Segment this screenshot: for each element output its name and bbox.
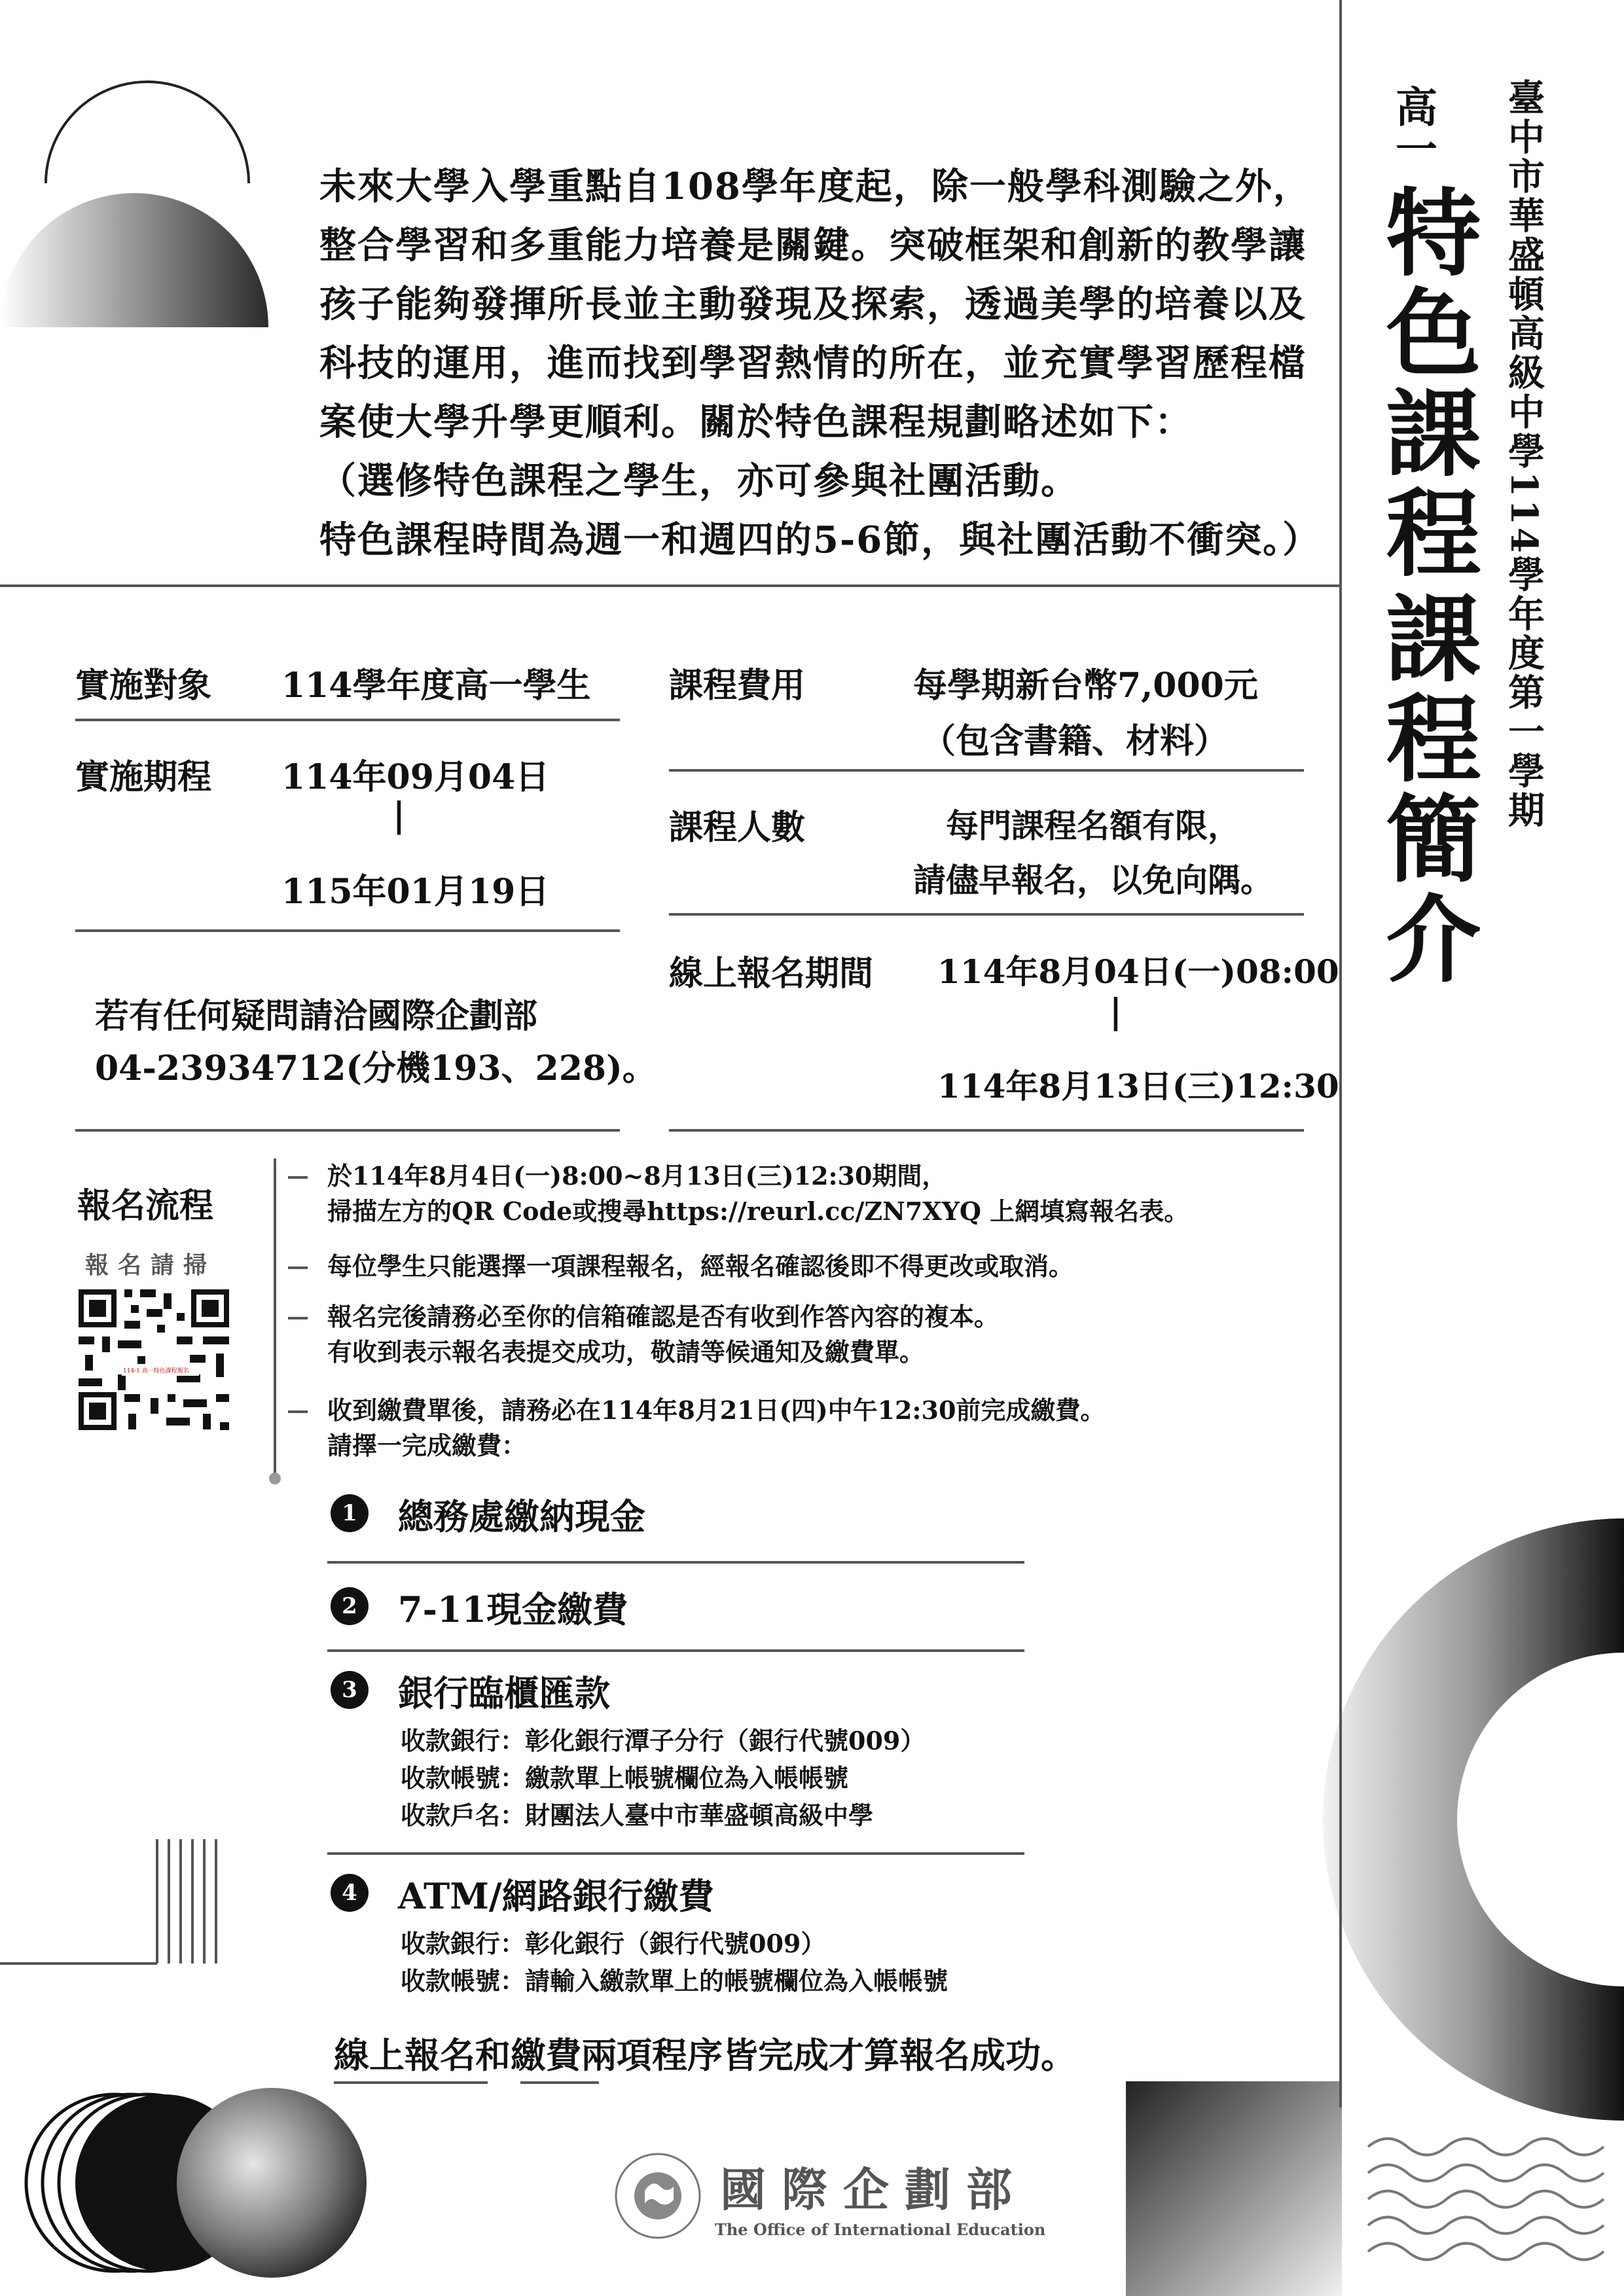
option-number-badge: 2 bbox=[331, 1587, 369, 1625]
timeline-tick bbox=[288, 1176, 308, 1179]
intro-line: 案使大學升學更順利。關於特色課程規劃略述如下： bbox=[319, 401, 1193, 444]
intro-line: 科技的運用，進而找到學習熱情的所在，並充實學習歷程檔 bbox=[319, 342, 1307, 385]
divider bbox=[75, 929, 620, 932]
bank-detail: 收款戶名：財團法人臺中市華盛頓高級中學 bbox=[401, 1801, 874, 1830]
step-line: 每位學生只能選擇一項課程報名，經報名確認後即不得更改或取消。 bbox=[327, 1251, 1074, 1281]
payment-option-711: 7-11現金繳費 bbox=[398, 1588, 628, 1630]
intro-line: 未來大學入學重點自108學年度起，除一般學科測驗之外， bbox=[319, 165, 1311, 208]
timeline-end-dot bbox=[269, 1473, 281, 1484]
quota-label: 課程人數 bbox=[669, 808, 806, 848]
period-label: 實施期程 bbox=[75, 757, 212, 797]
page-subtitle: 課程簡介 bbox=[1370, 589, 1481, 990]
dept-seal-icon bbox=[612, 2150, 704, 2242]
divider bbox=[75, 719, 620, 721]
signup-separator: | bbox=[1110, 992, 1122, 1031]
fee-value: 每學期新台幣7,000元 bbox=[913, 666, 1258, 706]
intro-line: 孩子能夠發揮所長並主動發現及探索，透過美學的培養以及 bbox=[319, 283, 1307, 326]
bank-detail: 收款帳號：繳款單上帳號欄位為入帳帳號 bbox=[401, 1763, 849, 1793]
gradient-ring bbox=[1323, 1518, 1624, 2121]
process-timeline bbox=[274, 1158, 276, 1479]
payment-option-cash: 總務處繳納現金 bbox=[398, 1496, 645, 1537]
dept-name: 國際企劃部 bbox=[720, 2162, 1028, 2217]
quota-line: 請儘早報名，以免向隅。 bbox=[913, 861, 1273, 899]
step-line: 掃描左方的QR Code或搜尋https://reurl.cc/ZN7XYQ 上網填寫報名表。 bbox=[327, 1196, 1189, 1226]
process-step-4 bbox=[327, 1393, 1105, 1463]
stacked-discs bbox=[26, 2088, 367, 2278]
option-number-badge: 1 bbox=[331, 1494, 369, 1532]
divider bbox=[327, 1561, 1024, 1564]
final-note: 線上報名和繳費兩項程序皆完成才算報名成功。 bbox=[334, 2034, 1076, 2076]
target-label: 實施對象 bbox=[75, 666, 212, 706]
payment-option-atm: ATM/網路銀行繳費 bbox=[398, 1875, 714, 1917]
timeline-tick bbox=[288, 1410, 308, 1413]
stripe-lines bbox=[0, 1839, 216, 1964]
signup-start: 114年8月04日(一)08:00 bbox=[937, 952, 1339, 991]
contact-line: 若有任何疑問請洽國際企劃部 bbox=[95, 996, 538, 1036]
qr-code[interactable] bbox=[79, 1289, 229, 1430]
option-number-badge: 4 bbox=[331, 1874, 369, 1912]
divider bbox=[669, 1129, 1304, 1132]
timeline-tick bbox=[288, 1317, 308, 1319]
intro-paragraph bbox=[319, 157, 1320, 569]
dept-name-en: The Office of International Education bbox=[715, 2220, 1046, 2239]
timeline-tick bbox=[288, 1266, 308, 1269]
intro-line: 整合學習和多重能力培養是關鍵。突破框架和創新的教學讓 bbox=[319, 224, 1307, 267]
contact-phone: 04-23934712(分機193、228)。 bbox=[95, 1049, 657, 1088]
note-underline bbox=[520, 2081, 599, 2084]
period-start: 114年09月04日 bbox=[281, 757, 550, 797]
atm-detail: 收款帳號：請輸入繳款單上的帳號欄位為入帳帳號 bbox=[401, 1966, 948, 1996]
step-line: 請擇一完成繳費： bbox=[327, 1431, 527, 1460]
process-step-3 bbox=[327, 1299, 999, 1370]
bank-detail: 收款銀行：彰化銀行潭子分行（銀行代號009） bbox=[401, 1726, 926, 1755]
half-circle-outline bbox=[46, 82, 249, 183]
target-value: 114學年度高一學生 bbox=[281, 666, 591, 706]
divider bbox=[327, 1852, 1024, 1855]
process-step-1 bbox=[327, 1158, 1189, 1229]
half-circle-gradient bbox=[0, 193, 268, 327]
payment-option-bank: 銀行臨櫃匯款 bbox=[398, 1672, 610, 1714]
divider bbox=[669, 769, 1304, 772]
period-separator: | bbox=[393, 795, 405, 835]
step-line: 報名完後請務必至你的信箱確認是否有收到作答內容的複本。 bbox=[327, 1302, 1000, 1331]
atm-detail: 收款銀行：彰化銀行（銀行代號009） bbox=[401, 1929, 826, 1958]
title-divider-vertical bbox=[1339, 0, 1342, 2108]
intro-divider bbox=[0, 584, 1341, 587]
process-step-2 bbox=[327, 1249, 1074, 1284]
intro-line: 特色課程時間為週一和週四的5-6節，與社團活動不衝突。） bbox=[319, 518, 1321, 562]
divider bbox=[669, 913, 1304, 916]
divider bbox=[75, 1129, 620, 1132]
signup-label: 線上報名期間 bbox=[669, 954, 874, 994]
process-title: 報名流程 bbox=[77, 1186, 214, 1226]
quota-line: 每門課程名額有限， bbox=[946, 806, 1240, 845]
signup-end: 114年8月13日(三)12:30 bbox=[937, 1067, 1339, 1105]
school-line: 臺中市華盛頓高級中學114學年度第一學期 bbox=[1502, 79, 1545, 831]
qr-caption: 報名請掃 bbox=[85, 1251, 217, 1279]
grade-label: 高一 bbox=[1388, 85, 1437, 169]
period-end: 115年01月19日 bbox=[281, 872, 550, 912]
option-number-badge: 3 bbox=[331, 1671, 369, 1709]
note-underline bbox=[334, 2081, 488, 2084]
page-title: 特色課程 bbox=[1370, 183, 1481, 584]
gradient-block bbox=[1126, 2081, 1342, 2296]
step-line: 於114年8月4日(一)8:00~8月13日(三)12:30期間， bbox=[327, 1161, 947, 1191]
fee-label: 課程費用 bbox=[669, 666, 806, 706]
step-line: 收到繳費單後，請務必在114年8月21日(四)中午12:30前完成繳費。 bbox=[327, 1395, 1106, 1425]
qr-inner-label: 114-1 高一特色課程報名 bbox=[123, 1368, 189, 1374]
divider bbox=[327, 1649, 1024, 1652]
fee-note: （包含書籍、材料） bbox=[922, 721, 1229, 761]
wave-lines bbox=[1368, 2139, 1604, 2260]
step-line: 有收到表示報名表提交成功，敬請等候通知及繳費單。 bbox=[327, 1337, 925, 1367]
intro-line: （選修特色課程之學生，亦可參與社團活動。 bbox=[319, 459, 1079, 503]
